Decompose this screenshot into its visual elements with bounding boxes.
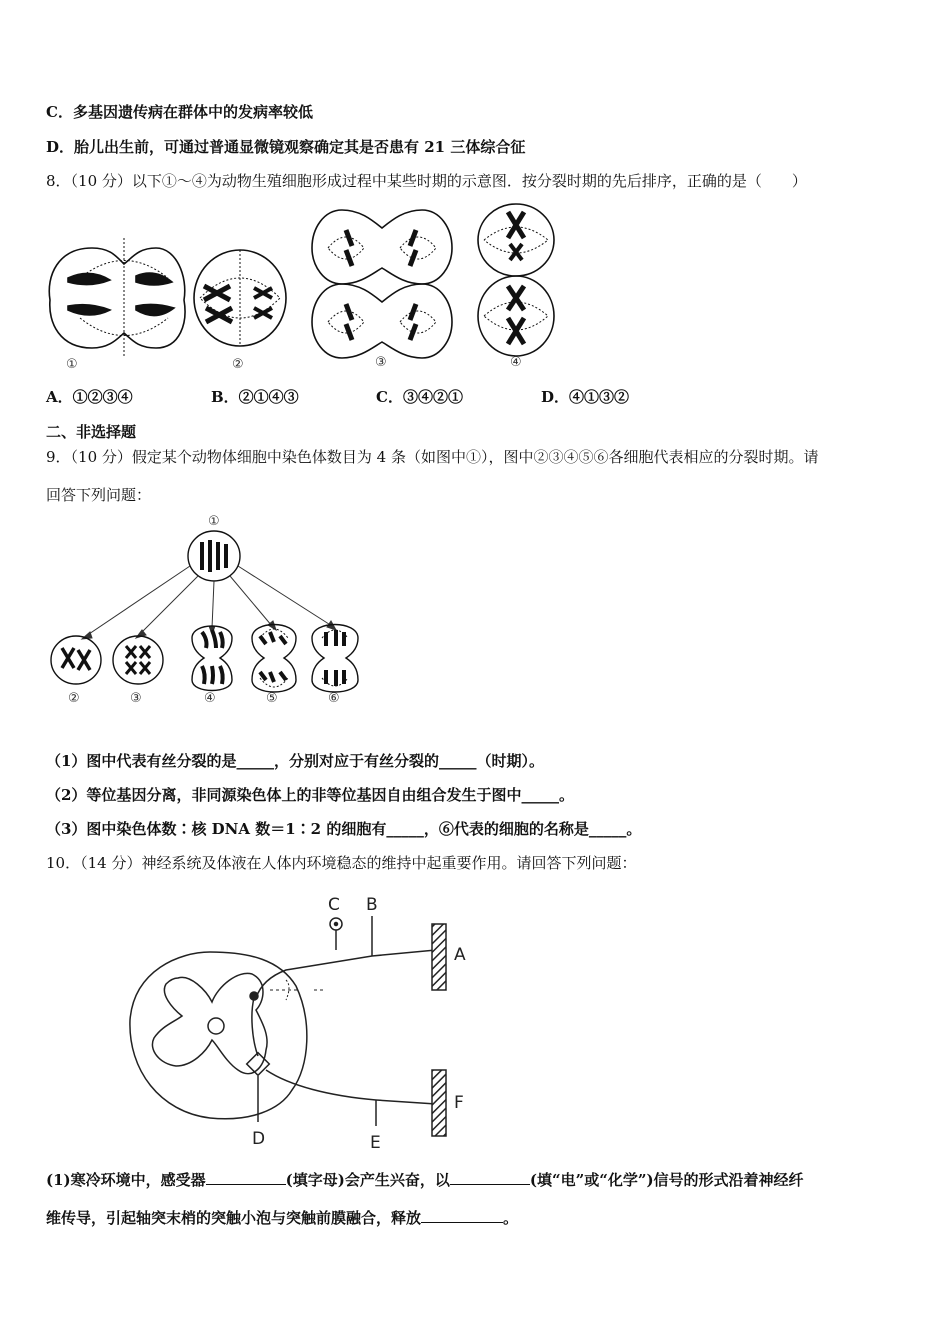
q8-cell-4: [478, 204, 554, 356]
q9-label-5: ⑤: [266, 691, 278, 706]
q8-label-3: ③: [375, 355, 387, 370]
q10-blank-release[interactable]: [421, 1208, 503, 1223]
q10-sub1-text-4: 维传导，引起轴突末梢的突触小泡与突触前膜融合，释放: [46, 1209, 422, 1227]
label-c: C: [328, 895, 340, 915]
label-a: A: [454, 945, 466, 965]
q8-option-d: D．④①③②: [541, 388, 630, 406]
label-d: D: [252, 1129, 266, 1149]
q8-option-c: C．③④②①: [376, 388, 463, 406]
q9-figure: [40, 508, 380, 713]
q8-cell-3: [312, 210, 452, 358]
q8-figure: [40, 198, 600, 378]
q10-sub1-text-2: (填字母)会产生兴奋，以: [285, 1171, 450, 1189]
q9-sub2: （2）等位基因分离，非同源染色体上的非等位基因自由组合发生于图中_____。: [46, 786, 574, 804]
q9-cell-4: [192, 626, 232, 691]
q10-reflex-arc-figure: [120, 890, 480, 1155]
q9-sub3: （3）图中染色体数∶核 DNA 数＝1∶2 的细胞有_____，⑥代表的细胞的名称是_____。: [46, 820, 642, 838]
q8-options: [46, 387, 706, 407]
q9-stem-line1: 9．（10 分）假定某个动物体细胞中染色体数目为 4 条（如图中①），图中②③④⑤⑥各细胞代表相应的分裂时期。请: [46, 448, 819, 466]
label-b: B: [366, 895, 378, 915]
label-e: E: [370, 1133, 381, 1153]
q9-sub1: （1）图中代表有丝分裂的是_____，分别对应于有丝分裂的_____（时期）。: [46, 752, 544, 770]
q10-sub1-text-1: (1)寒冷环境中，感受器: [46, 1171, 206, 1189]
q9-stem-line2: 回答下列问题：: [46, 486, 152, 504]
q9-cell-5: [252, 625, 296, 693]
q8-cell-2: [194, 250, 286, 346]
q9-cell-2: [51, 636, 101, 684]
q8-label-1: ①: [66, 357, 78, 372]
q9-cell-6: [312, 625, 358, 693]
q9-label-2: ②: [68, 691, 80, 706]
central-canal: [208, 1018, 224, 1034]
q10-sub1-text-5: 。: [503, 1209, 519, 1227]
q10-sub1-text-3: (填“电”或“化学”)信号的形式沿着神经纤: [529, 1171, 804, 1189]
section-title: 二、非选择题: [46, 423, 137, 441]
q9-label-6: ⑥: [328, 691, 340, 706]
q8-label-4: ④: [510, 355, 522, 370]
q10-sub1-line2: [46, 1208, 518, 1228]
q7-option-d: D．胎儿出生前，可通过普通显微镜观察确定其是否患有 21 三体综合征: [46, 138, 526, 156]
q9-label-1: ①: [208, 514, 220, 529]
q10-stem: 10．（14 分）神经系统及体液在人体内环境稳态的维持中起重要作用。请回答下列问题：: [46, 854, 637, 872]
q10-blank-signal[interactable]: [450, 1170, 530, 1185]
grey-matter: [152, 973, 267, 1073]
q7-option-c: C．多基因遗传病在群体中的发病率较低: [46, 103, 313, 121]
q9-cell-3: [113, 636, 163, 684]
q9-label-4: ④: [204, 691, 216, 706]
label-f: F: [454, 1093, 464, 1113]
q10-sub1-line1: [46, 1170, 804, 1190]
q8-label-2: ②: [232, 357, 244, 372]
q9-label-3: ③: [130, 691, 142, 706]
q10-blank-receptor[interactable]: [206, 1170, 286, 1185]
q8-stem: 8．（10 分）以下①～④为动物生殖细胞形成过程中某些时期的示意图．按分裂时期的先后排序，正确的是（ ）: [46, 172, 807, 190]
q8-cell-1: [49, 238, 185, 358]
q9-arrows: [82, 566, 336, 639]
q8-option-b: B．②①④③: [211, 388, 299, 406]
q9-cell-1: [188, 531, 240, 581]
q8-option-a: A．①②③④: [46, 388, 133, 406]
